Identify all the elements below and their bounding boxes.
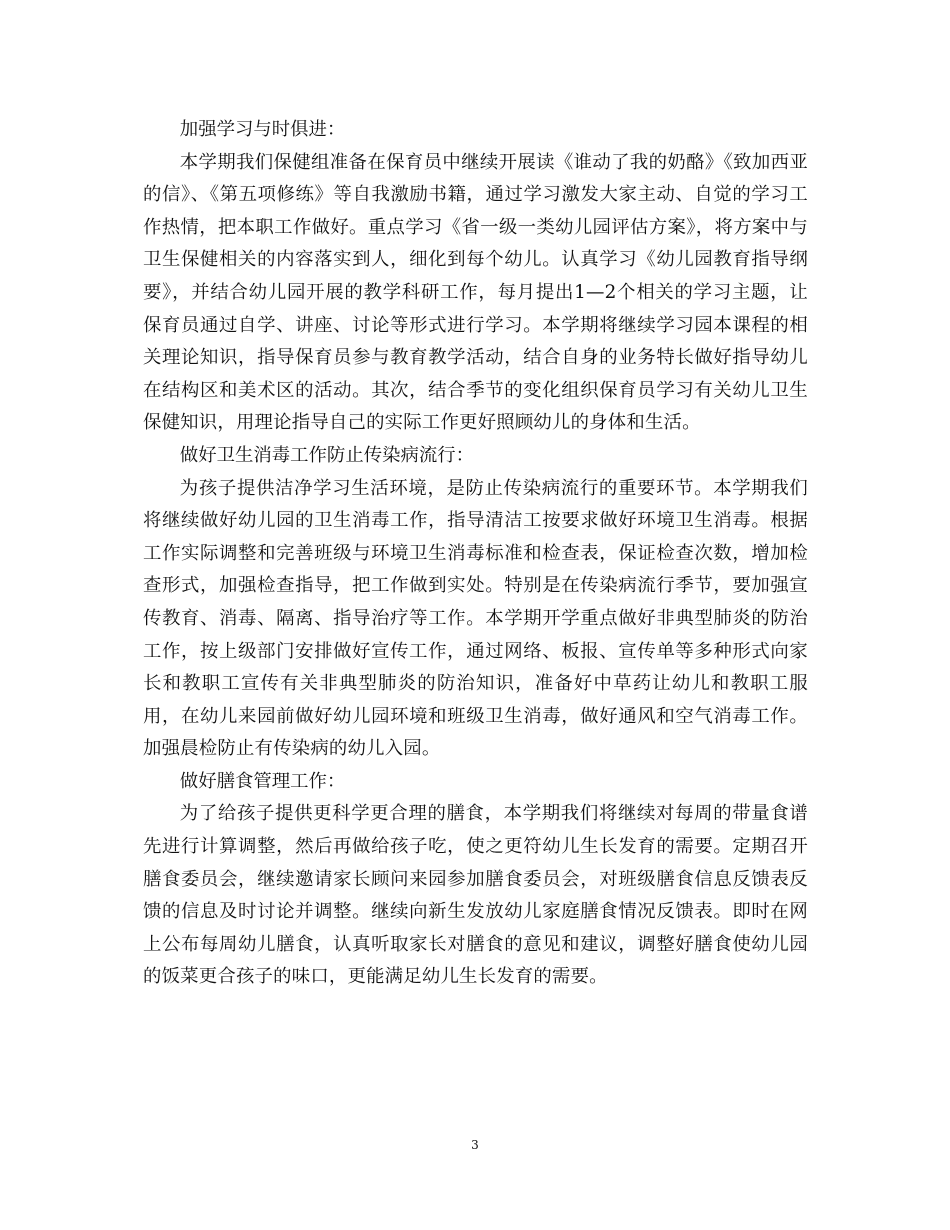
section-heading-disinfection: 做好卫生消毒工作防止传染病流行： (179, 444, 475, 466)
section-heading-meals: 做好膳食管理工作： (179, 770, 346, 792)
document-body (143, 114, 808, 994)
page-number: 3 (471, 1138, 479, 1152)
section-paragraph-study: 本学期我们保健组准备在保育员中继续开展读《谁动了我的奶酪》《致加西亚的信》、《第五项修练》等自我激励书籍，通过学习激发大家主动、自觉的学习工作热情，把本职工作做好。重点学习《省一级一类幼儿园评估方案》，将方案中与卫生保健相关的内容落实到人，细化到每个幼儿。认真学习《幼儿园教育指导纲要》，并结合幼儿园开展的教学科研工作，每月提出1—2个相关的学习主题，让保育员通过自学、讲座、讨论等形式进行学习。本学期将继续学习园本课程的相关理论知识，指导保育员参与教育教学活动，结合自身的业务特长做好指导幼儿在结构区和美术区的活动。其次，结合季节的变化组织保育员学习有关幼儿卫生保健知识，用理论指导自己的实际工作更好照顾幼儿的身体和生活。 (143, 151, 808, 434)
section-paragraph-disinfection: 为孩子提供洁净学习生活环境，是防止传染病流行的重要环节。本学期我们将继续做好幼儿园的卫生消毒工作，指导清洁工按要求做好环境卫生消毒。根据工作实际调整和完善班级与环境卫生消毒标准和检查表，保证检查次数，增加检查形式，加强检查指导，把工作做到实处。特别是在传染病流行季节，要加强宣传教育、消毒、隔离、指导治疗等工作。本学期开学重点做好非典型肺炎的防治工作，按上级部门安排做好宣传工作，通过网络、板报、宣传单等多种形式向家长和教职工宣传有关非典型肺炎的防治知识，准备好中草药让幼儿和教职工服用，在幼儿来园前做好幼儿园环境和班级卫生消毒，做好通风和空气消毒工作。加强晨检防止有传染病的幼儿入园。 (143, 477, 808, 760)
section-heading-study: 加强学习与时俱进： (179, 119, 346, 140)
section-paragraph-meals: 为了给孩子提供更科学更合理的膳食，本学期我们将继续对每周的带量食谱先进行计算调整，然后再做给孩子吃，使之更符幼儿生长发育的需要。定期召开膳食委员会，继续邀请家长顾问来园参加膳食委员会，对班级膳食信息反馈表反馈的信息及时讨论并调整。继续向新生发放幼儿家庭膳食情况反馈表。即时在网上公布每周幼儿膳食，认真听取家长对膳食的意见和建议，调整好膳食使幼儿园的饭菜更合孩子的味口，更能满足幼儿生长发育的需要。 (143, 803, 808, 988)
